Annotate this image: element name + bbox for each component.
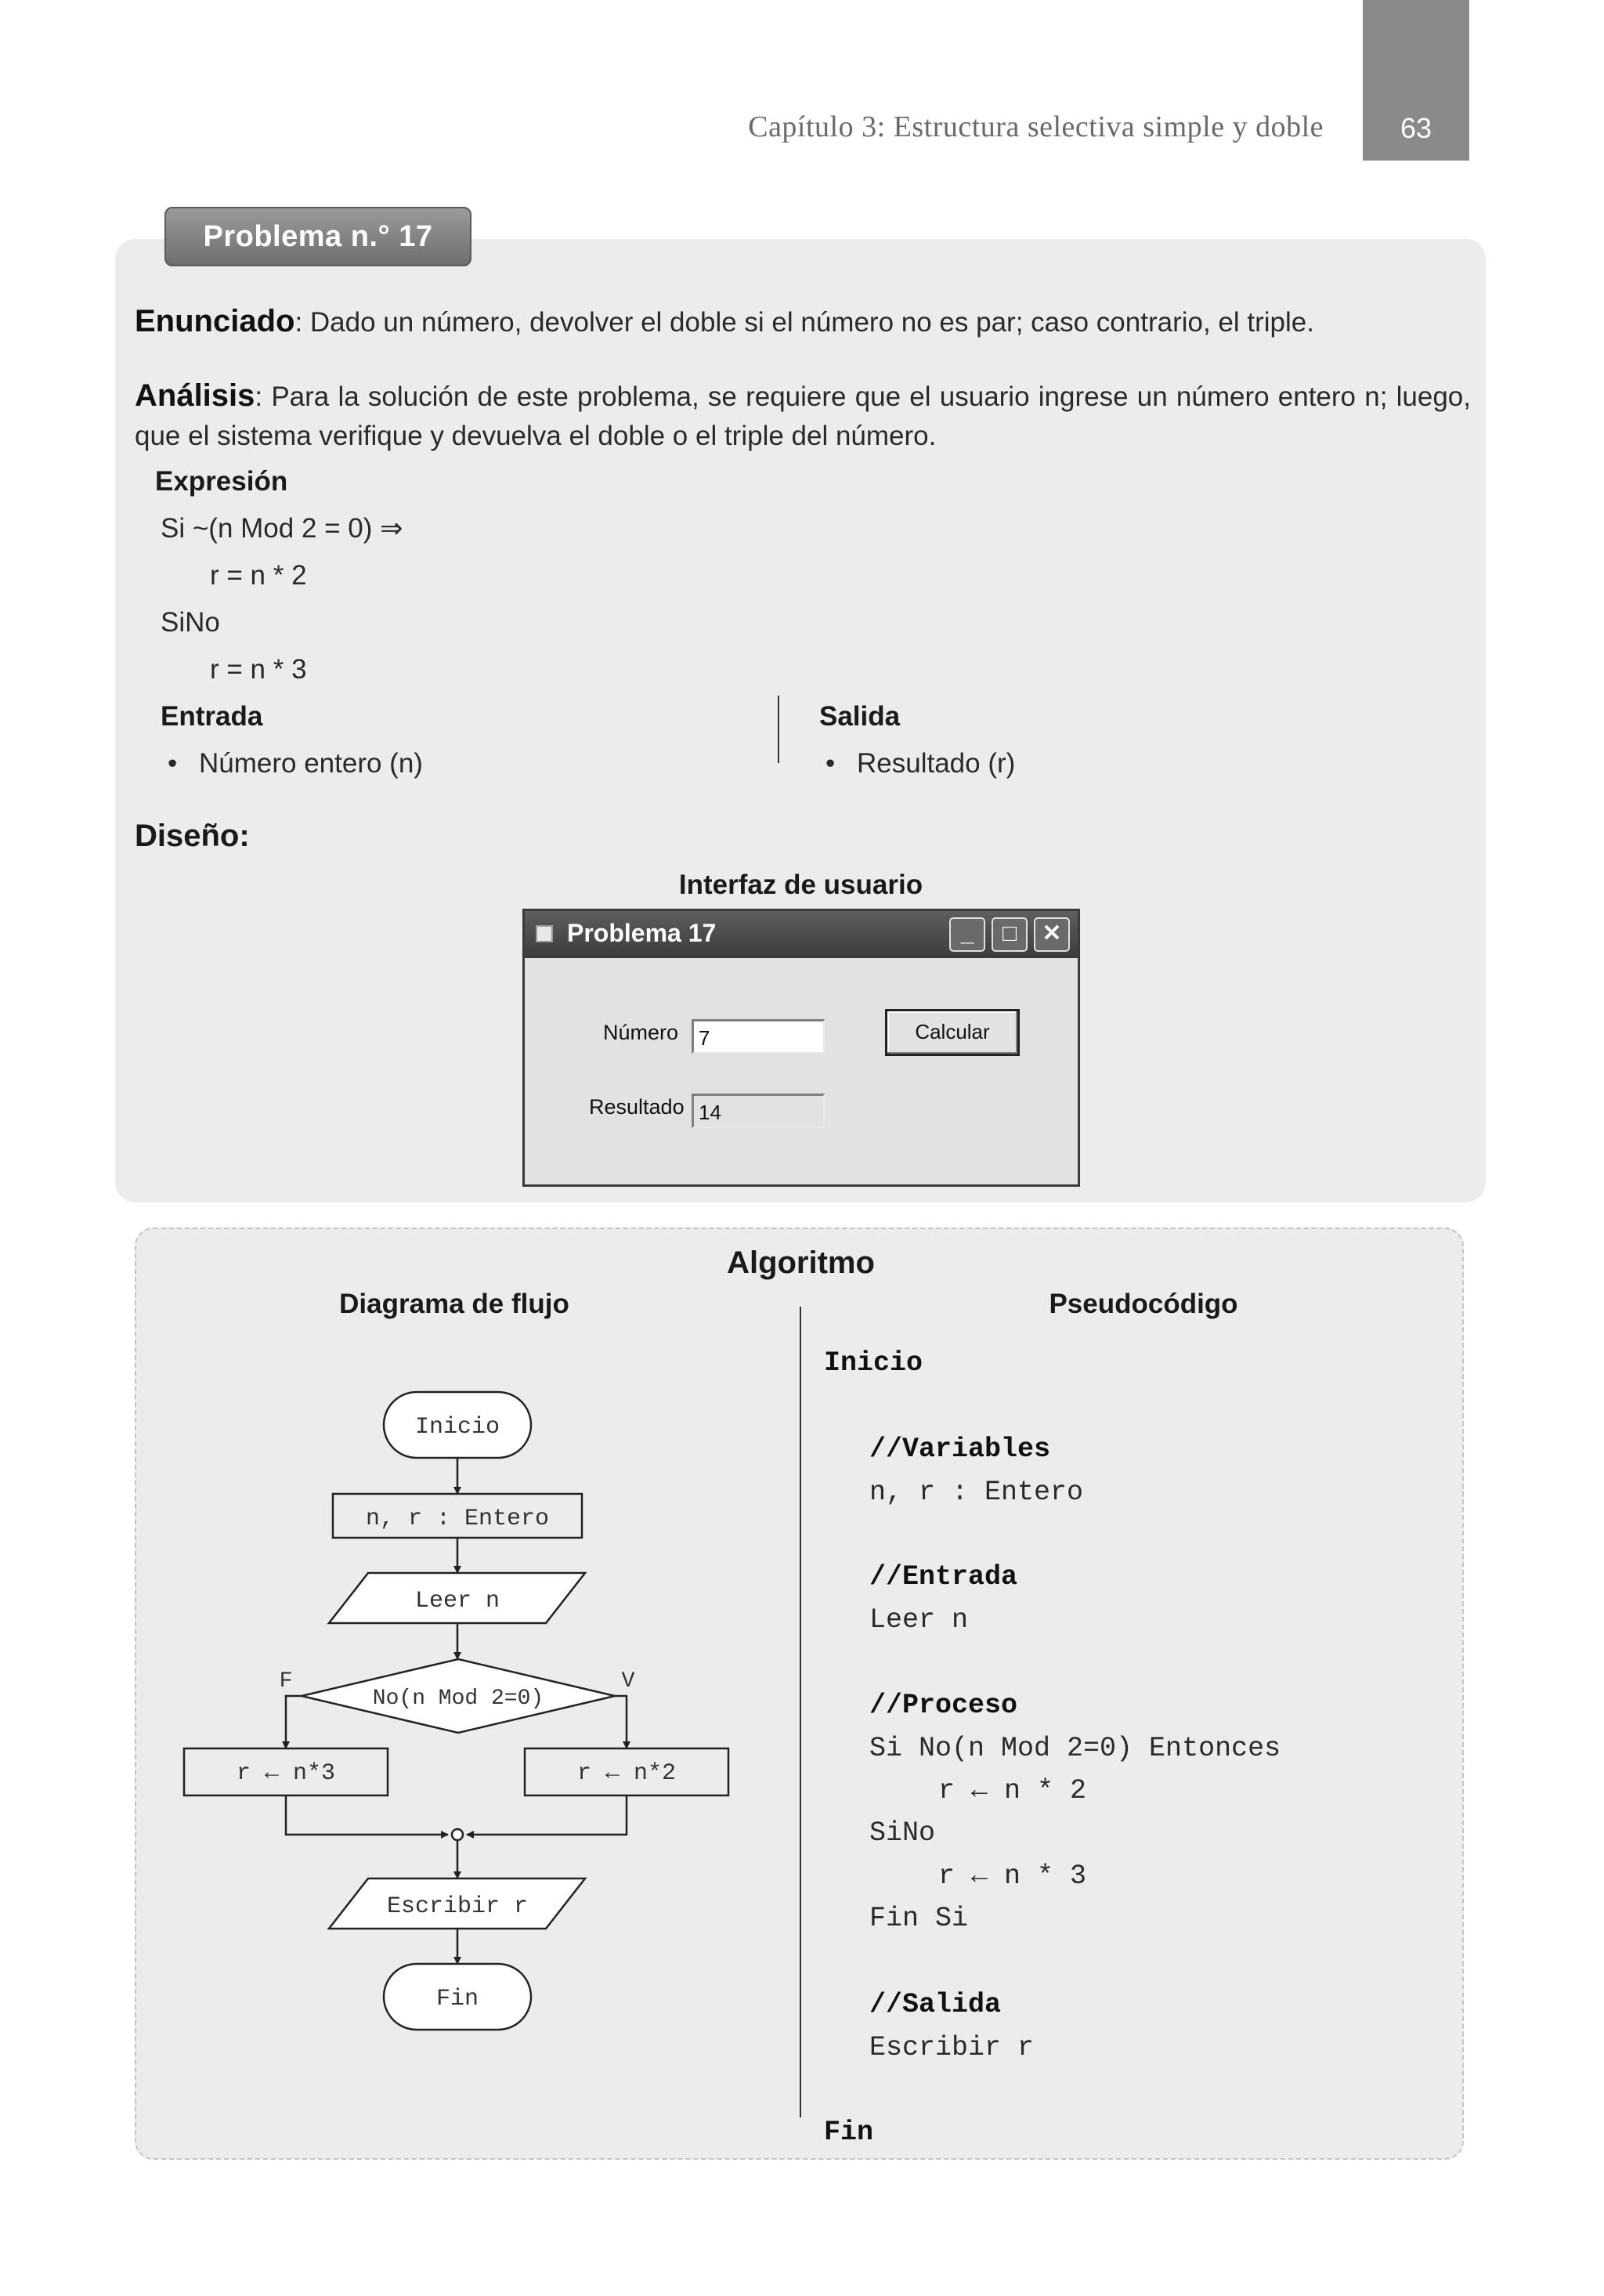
page-number: 63 — [1400, 112, 1432, 144]
resultado-label: Resultado — [589, 1095, 685, 1119]
algorithm-divider — [800, 1307, 801, 2117]
pseudo-line: Escribir r — [869, 2032, 1035, 2063]
flow-arrow — [286, 1696, 302, 1748]
pseudo-comment: //Entrada — [869, 1561, 1018, 1593]
window-titlebar[interactable] — [525, 911, 1078, 958]
window-app-icon — [536, 925, 553, 942]
numero-label: Número — [603, 1021, 679, 1044]
pseudo-comment: //Proceso — [869, 1690, 1018, 1721]
expresion-line: SiNo — [161, 607, 220, 638]
pseudo-line: Leer n — [869, 1604, 969, 1636]
flow-false-text: r ← n*3 — [236, 1760, 336, 1787]
ui-caption: Interfaz de usuario — [678, 870, 923, 900]
problem-window — [522, 909, 1080, 1187]
flow-true-text: r ← n*2 — [576, 1760, 677, 1787]
flow-arrow — [615, 1696, 627, 1748]
expresion-heading: Expresión — [155, 466, 288, 497]
pseudo-line: r ← n * 2 — [938, 1775, 1087, 1806]
pseudo-comment: //Salida — [869, 1989, 1002, 2020]
flow-junction — [452, 1829, 463, 1840]
flow-false-label: F — [279, 1669, 293, 1694]
resultado-field[interactable]: 14 — [692, 1094, 825, 1128]
salida-heading: Salida — [819, 701, 901, 732]
flow-true-label: V — [621, 1669, 635, 1694]
pseudo-fin: Fin — [824, 2117, 874, 2148]
expresion-line: Si ~(n Mod 2 = 0) ⇒ — [161, 513, 403, 544]
calcular-button[interactable]: Calcular — [885, 1009, 1020, 1056]
maximize-button[interactable]: □ — [992, 917, 1028, 952]
page-number-tab — [1363, 0, 1469, 161]
flow-arrow — [286, 1795, 448, 1835]
flow-end-text: Fin — [435, 1986, 479, 2012]
flow-decision-text: No(n Mod 2=0) — [372, 1687, 544, 1711]
pseudo-comment: //Variables — [869, 1434, 1051, 1465]
flow-start-text: Inicio — [414, 1414, 500, 1441]
flow-write-text: Escribir r — [386, 1893, 529, 1920]
pseudo-inicio: Inicio — [824, 1347, 923, 1379]
expresion-line: r = n * 3 — [210, 654, 307, 685]
io-divider — [778, 696, 779, 763]
analisis-label: Análisis — [135, 378, 255, 413]
pseudocode-heading: Pseudocódigo — [1049, 1289, 1238, 1319]
pseudo-line: n, r : Entero — [869, 1477, 1084, 1508]
entrada-heading: Entrada — [161, 701, 263, 732]
numero-input[interactable]: 7 — [692, 1019, 825, 1054]
pseudo-line: Si No(n Mod 2=0) Entonces — [869, 1733, 1281, 1764]
close-button[interactable]: ✕ — [1034, 917, 1070, 952]
minimize-button[interactable]: _ — [949, 917, 985, 952]
problem-badge: Problema n.° 17 — [164, 207, 471, 266]
analisis-text: : Para la solución de este problema, se requiere que el usuario ingrese un número entero n; luego, que el sistema verifique y devuelva el doble o el triple del número. — [135, 381, 1471, 451]
chapter-running-head: Capítulo 3: Estructura selectiva simple y doble — [748, 110, 1324, 143]
enunciado-paragraph — [135, 302, 1466, 342]
salida-item: • Resultado (r) — [857, 748, 1015, 779]
expresion-line: r = n * 2 — [210, 560, 307, 591]
analisis-paragraph — [135, 376, 1471, 456]
pseudo-line: Fin Si — [869, 1903, 969, 1934]
algorithm-title: Algoritmo — [727, 1246, 875, 1280]
flow-read-text: Leer n — [414, 1588, 500, 1614]
flowchart — [172, 1371, 752, 2045]
enunciado-text: : Dado un número, devolver el doble si el número no es par; caso contrario, el triple. — [294, 307, 1314, 338]
entrada-item: • Número entero (n) — [199, 748, 423, 779]
diseno-heading: Diseño: — [135, 819, 250, 853]
enunciado-label: Enunciado — [135, 304, 295, 338]
flow-arrow — [467, 1795, 627, 1835]
flowchart-heading: Diagrama de flujo — [339, 1289, 569, 1319]
pseudo-line: SiNo — [869, 1817, 936, 1849]
pseudo-line: r ← n * 3 — [938, 1860, 1087, 1892]
flow-declare-text: n, r : Entero — [365, 1506, 550, 1532]
window-title: Problema 17 — [567, 919, 717, 947]
